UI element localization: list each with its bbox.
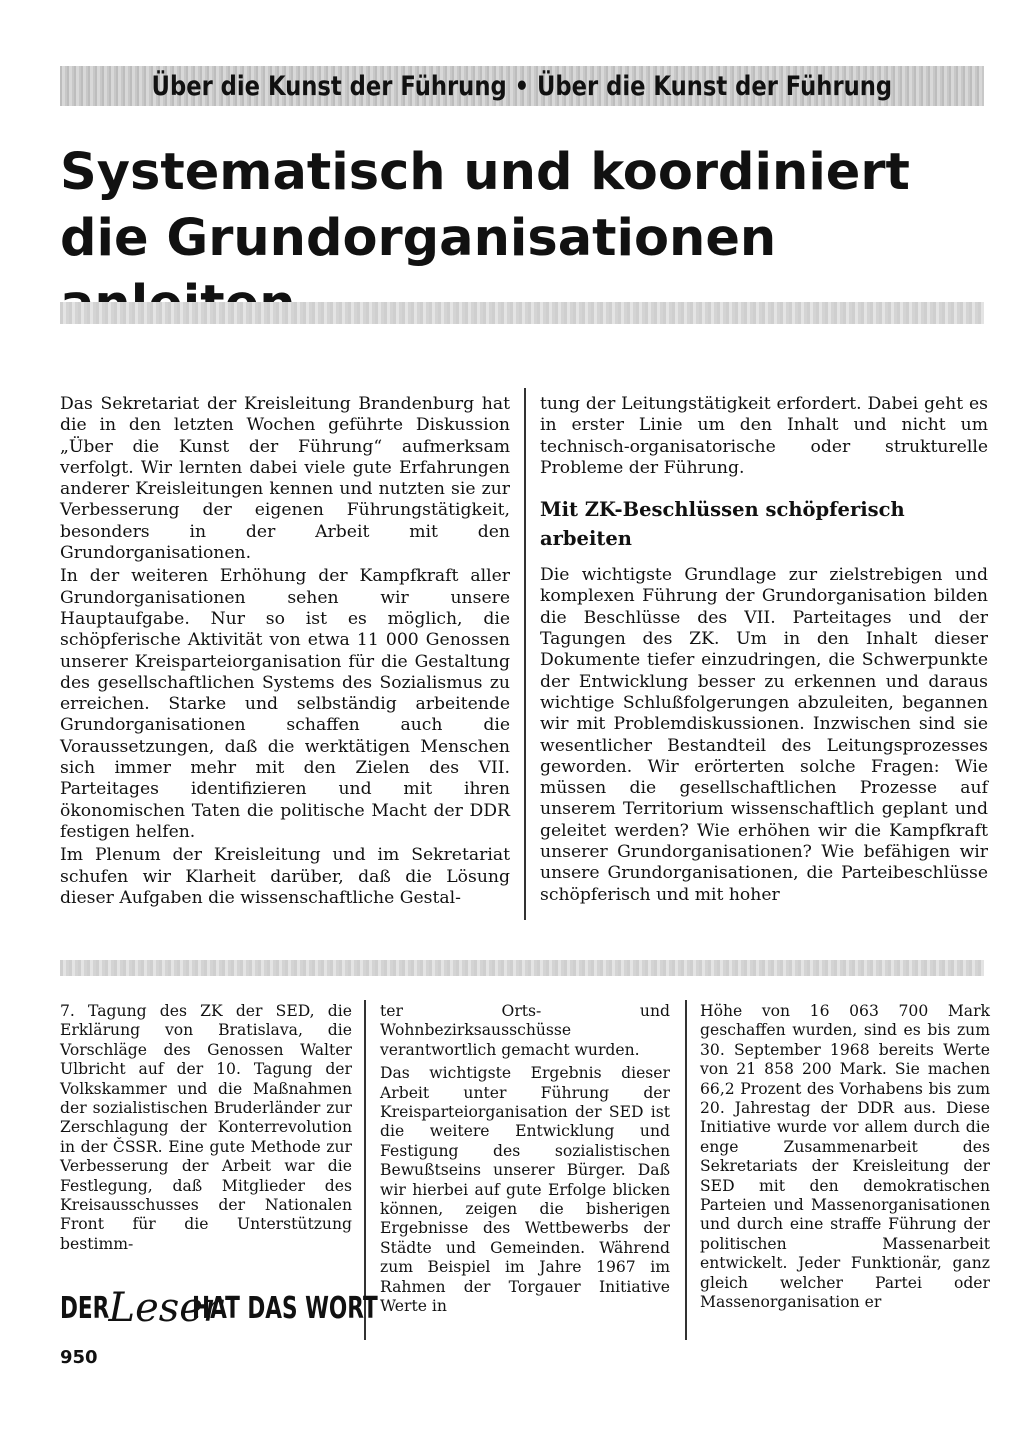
paragraph: In der weiteren Erhöhung der Kampfkraft aller Grundorganisationen sehen wir unsere Hauptaufgabe. Nur so ist es möglich, die schöpferische Aktivität von etwa 11 000 Genossen unserer Kreisparteiorganisation für die Gestaltung des gesellschaftlichen Systems des Sozialismus zu erreichen. Starke und selbständig arbeitende Grundorganisationen schaffen auch die Voraussetzungen, daß die werktätigen Menschen sich immer mehr mit den Zielen des VII. Parteitages identifizieren und mit ihren ökonomischen Taten die politische Macht der DDR festigen helfen.	[60, 566, 510, 842]
paragraph: tung der Leitungstätigkeit erfordert. Dabei geht es in erster Linie um den Inhalt und nicht um technisch-organisatorische oder strukturelle Probleme der Führung.	[540, 394, 988, 478]
article-headline: Systematisch und koordiniert die Grundorganisationen	[60, 143, 910, 268]
der-leser-hat-das-wort-logo	[60, 1283, 378, 1333]
paragraph: 7. Tagung des ZK der SED, die Erklärung von Bratislava, die Vorschläge des Genossen Walter Ulbricht auf der 10. Tagung der Volkskammer und die Maßnahmen der sozialistischen Bruderländer zur Zerschlagung der Konterrevolution in der ČSSR. Eine gute Methode zur Verbesserung der Arbeit war die Festlegung, daß Mitglieder des Kreisausschusses der Nationalen Front für die Unterstützung bestimm-	[60, 1002, 352, 1253]
paragraph: Das Sekretariat der Kreisleitung Brandenburg hat die in den letzten Wochen geführte Diskussion „Über die Kunst der Führung“ aufmerksam verfolgt. Wir lernten dabei viele gute Erfahrungen anderer Kreisleitungen kennen und nutzten sie zur Verbesserung der eigenen Führungstätigkeit, besonders in der Arbeit mit den Grundorganisationen.	[60, 394, 510, 564]
article-column-right	[540, 394, 988, 906]
letter-column-1	[60, 1002, 352, 1254]
paragraph: Das wichtigste Ergebnis dieser Arbeit unter Führung der Kreisparteiorganisation der SED ist die weitere Entwicklung und Festigung des sozialistischen Bewußtseins unserer Bürger. Daß wir hierbei auf gute Erfolge blicken können, zeigen die bisherigen Ergebnisse des Wettbewerbs der Städte und Gemeinden. Während zum Beispiel im Jahre 1967 im Rahmen der Torgauer Initiative Werte in	[380, 1064, 670, 1316]
logo-part: HAT DAS WORT	[192, 1290, 378, 1326]
divider-top	[60, 302, 984, 324]
paragraph: ter Orts- und Wohnbezirksausschüsse verantwortlich gemacht wurden.	[380, 1002, 670, 1059]
column-divider	[524, 388, 526, 920]
page-number: 950	[60, 1347, 98, 1368]
paragraph: Im Plenum der Kreisleitung und im Sekretariat schufen wir Klarheit darüber, daß die Lösung dieser Aufgaben die wissenschaftliche Gestal-	[60, 845, 510, 908]
letter-column-2	[380, 1002, 670, 1317]
column-divider	[364, 1000, 366, 1340]
logo-script: Leser	[108, 1285, 223, 1331]
divider-middle	[60, 960, 984, 976]
section-kicker-band	[60, 66, 984, 106]
article-column-left	[60, 394, 510, 909]
column-divider	[685, 1000, 687, 1340]
paragraph: Höhe von 16 063 700 Mark geschaffen wurden, sind es bis zum 30. September 1968 bereits Werte von 21 858 200 Mark. Sie machen 66,2 Prozent des Vorhabens bis zum 20. Jahrestag der DDR aus. Diese Initiative wurde vor allem durch die enge Zusammenarbeit des Sekretariats der Kreisleitung der SED mit den demokratischen Parteien und Massenorganisationen und durch eine straffe Führung der politischen Massenarbeit entwickelt. Jeder Funktionär, ganz gleich welcher Partei oder Massenorganisation er	[700, 1002, 990, 1312]
subheading: Mit ZK-Beschlüssen schöpferisch arbeiten	[540, 498, 905, 551]
paragraph: Die wichtigste Grundlage zur zielstrebigen und komplexen Führung der Grundorganisation bilden die Beschlüsse des VII. Parteitages und der Tagungen des ZK. Um in den Inhalt dieser Dokumente tiefer einzudringen, die Schwerpunkte der Entwicklung besser zu erkennen und daraus wichtige Schlußfolgerungen abzuleiten, begannen wir mit Problemdiskussionen. Inzwischen sind sie wesentlicher Bestandteil des Leitungsprozesses geworden. Wir erörterten solche Fragen: Wie müssen die gesellschaftlichen Prozesse auf unserem Territorium wissenschaftlich geplant und geleitet werden? Wie erhöhen wir die Kampfkraft unserer Grundorganisationen? Wie befähigen wir unsere Grundorganisationen, die Parteibeschlüsse schöpferisch und mit hoher	[540, 565, 988, 905]
logo-part: DER	[60, 1290, 110, 1326]
section-kicker: Über die Kunst der Führung • Über die Kunst der Führung	[151, 70, 893, 102]
letter-column-3	[700, 1002, 990, 1313]
